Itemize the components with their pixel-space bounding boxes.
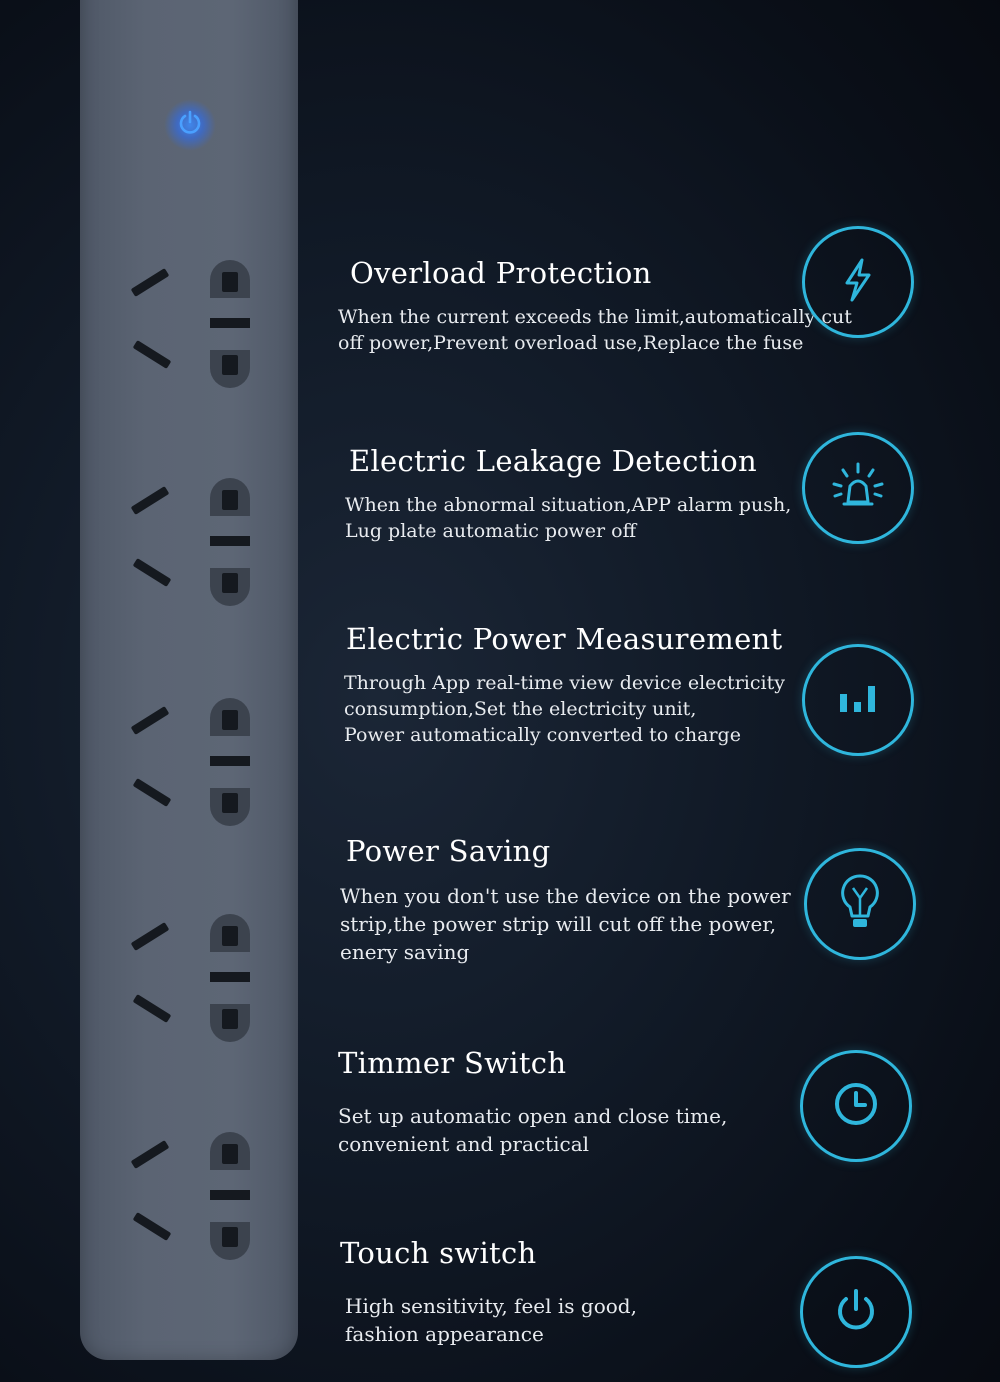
power-saving-badge [804, 848, 916, 960]
power-measurement-badge [802, 644, 914, 756]
feature-title: Power Saving [346, 834, 551, 868]
feature-title: Overload Protection [350, 256, 652, 290]
clock-icon [832, 1080, 880, 1132]
outlet-5 [122, 1132, 262, 1272]
feature-title: Timmer Switch [338, 1046, 567, 1080]
feature-description: When the abnormal situation,APP alarm push, Lug plate automatic power off [345, 494, 792, 542]
lightning-icon [833, 255, 883, 309]
feature-description: When the current exceeds the limit,automatically cut off power,Prevent overload use,Replace the fuse [338, 306, 852, 354]
touch-switch-badge [800, 1256, 912, 1368]
power-icon [831, 1285, 881, 1339]
feature-title: Touch switch [340, 1236, 537, 1270]
feature-description: Set up automatic open and close time, convenient and practical [338, 1104, 728, 1156]
power-icon [175, 108, 205, 142]
bar-chart-icon [836, 678, 880, 722]
light-bulb-icon [838, 872, 882, 936]
leakage-detection-badge [802, 432, 914, 544]
feature-description: Through App real-time view device electricity consumption,Set the electricity unit, Power automatically converted to charge [344, 672, 785, 746]
feature-electric-leakage-detection [345, 444, 795, 544]
feature-description: When you don't use the device on the power strip,the power strip will cut off the power, enery saving [340, 884, 791, 964]
power-strip [80, 0, 298, 1360]
overload-protection-badge [802, 226, 914, 338]
feature-title: Electric Leakage Detection [349, 444, 757, 478]
timer-switch-badge [800, 1050, 912, 1162]
feature-title: Electric Power Measurement [346, 622, 783, 656]
feature-touch-switch [340, 1236, 780, 1348]
alarm-siren-icon [826, 458, 890, 518]
feature-electric-power-measurement [344, 622, 794, 748]
power-led-button[interactable] [164, 99, 216, 151]
outlet-2 [122, 478, 262, 618]
feature-power-saving [340, 834, 800, 966]
outlet-4 [122, 914, 262, 1054]
feature-description: High sensitivity, feel is good, fashion appearance [345, 1294, 637, 1346]
outlet-1 [122, 260, 262, 400]
feature-overload-protection [338, 256, 852, 356]
feature-timer-switch [338, 1046, 778, 1158]
outlet-3 [122, 698, 262, 838]
